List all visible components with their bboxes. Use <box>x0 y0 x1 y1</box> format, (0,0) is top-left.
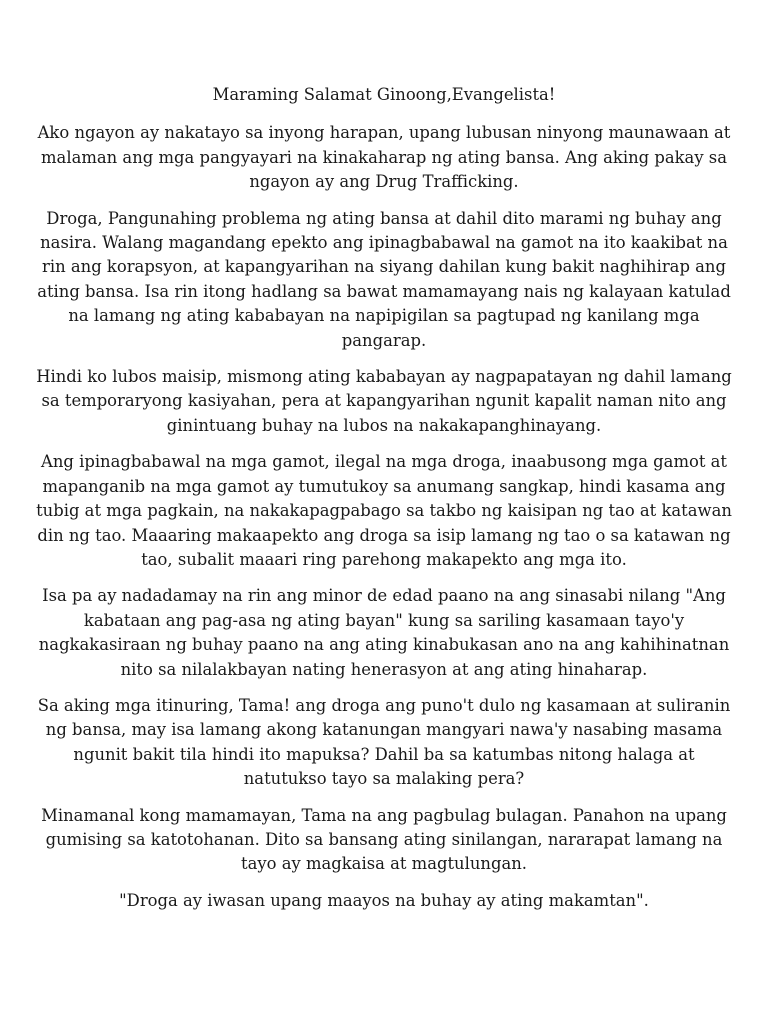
paragraph-question: Sa aking mga itinuring, Tama! ang droga ang puno't dulo ng kasamaan at suliranin ng bansa, may isa lamang akong katanungan mangyari nawa'y nasabing masama ngunit bakit tila hindi ito mapuksa? Dahil ba sa katumbas nitong halaga at natutukso tayo sa malaking pera? <box>37 695 731 789</box>
paragraph-problem: Droga, Pangunahing problema ng ating bansa at dahil dito marami ng buhay ang nasira. Walang magandang epekto ang ipinagbabawal na gamot na ito kaakibat na rin ang korapsyon, at kapangyarihan na siyang dahilan kung bakit naghihirap ang ating bansa. Isa rin itong hadlang sa bawat mamamayang nais ng kalayaan katulad na lamang ng ating kababayan na napipigilan sa pagtupad ng kanilang mga pangarap. <box>37 208 731 350</box>
closing-quote: "Droga ay iwasan upang maayos na buhay ay ating makamtan". <box>119 890 649 910</box>
paragraph-reflection: Hindi ko lubos maisip, mismong ating kababayan ay nagpapatayan ng dahil lamang sa temporaryong kasiyahan, pera at kapangyarihan ngunit kapalit naman nito ang ginintuang buhay na lubos na nakakapanghinayang. <box>36 367 732 435</box>
document-page <box>34 83 734 925</box>
paragraph-intro: Ako ngayon ay nakatayo sa inyong harapan, upang lubusan ninyong maunawaan at malaman ang mga pangyayari na kinakaharap ng ating bansa. Ang aking pakay sa ngayon ay ang Drug Trafficking. <box>37 123 731 192</box>
paragraph-youth: Isa pa ay nadadamay na rin ang minor de edad paano na ang sinasabi nilang "Ang kabataan ang pag-asa ng ating bayan" kung sa sariling kasamaan tayo'y nagkakasiraan ng buhay paano na ang ating kinabukasan ano na ang kahihinatnan nito sa nilalakbayan nating henerasyon at ang ating hinaharap. <box>38 586 730 679</box>
paragraph-call-to-action: Minamanal kong mamamayan, Tama na ang pagbulag bulagan. Panahon na upang gumising sa katotohanan. Dito sa bansang ating sinilangan, nararapat lamang na tayo ay magkaisa at magtulungan. <box>41 805 727 874</box>
paragraph-definition: Ang ipinagbabawal na mga gamot, ilegal na mga droga, inaabusong mga gamot at mapanganib na mga gamot ay tumutukoy sa anumang sangkap, hindi kasama ang tubig at mga pagkain, na nakakapagpabago sa takbo ng kaisipan ng tao at katawan din ng tao. Maaaring makaapekto ang droga sa isip lamang ng tao o sa katawan ng tao, subalit maaari ring parehong makapekto ang mga ito. <box>36 452 732 569</box>
greeting-line: Maraming Salamat Ginoong,Evangelista! <box>212 85 556 104</box>
